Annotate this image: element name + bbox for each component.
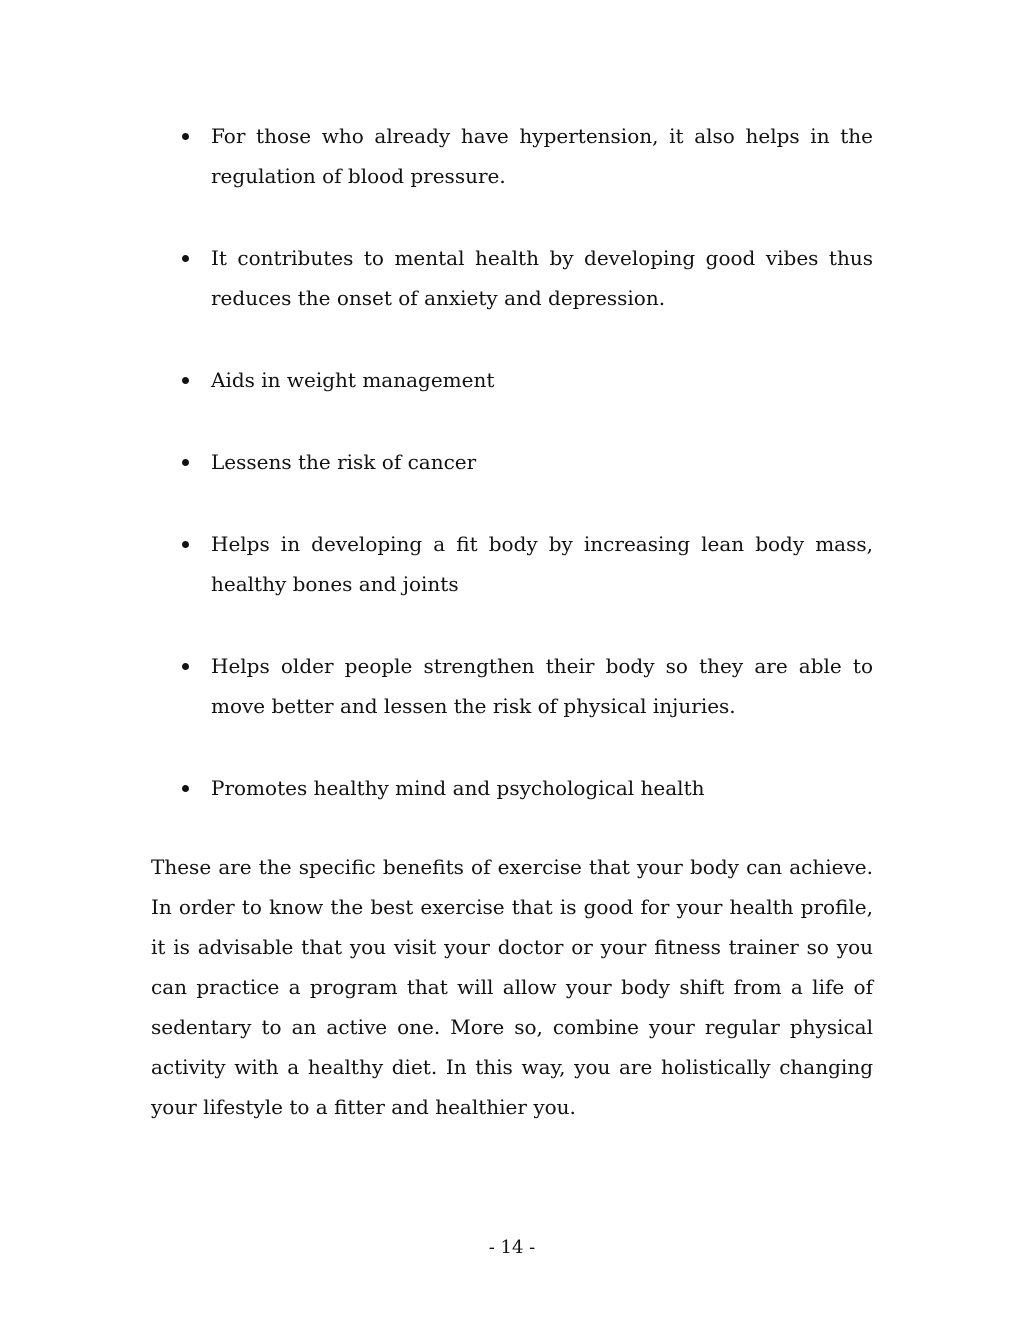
list-item bbox=[182, 442, 873, 482]
bullet-icon bbox=[182, 133, 189, 140]
benefits-list bbox=[182, 116, 873, 808]
bullet-icon bbox=[182, 255, 189, 262]
summary-paragraph: These are the specific benefits of exercise that your body can achieve. In order to know the best exercise that is good for your health profile, it is advisable that you visit your doctor or your fitness trainer so you can practice a program that will allow your body shift from a life of sedentary to an active one. More so, combine your regular physical activity with a healthy diet. In this way, you are holistically changing your lifestyle to a fitter and healthier you. bbox=[151, 855, 873, 1119]
list-item-text: Helps older people strengthen their body so they are able to move better and lessen the risk of physical injuries. bbox=[211, 654, 873, 718]
bullet-icon bbox=[182, 785, 189, 792]
list-item-text: Helps in developing a fit body by increasing lean body mass, healthy bones and joints bbox=[211, 532, 873, 596]
bullet-icon bbox=[182, 459, 189, 466]
list-item-text: Lessens the risk of cancer bbox=[211, 450, 477, 474]
list-item-text: It contributes to mental health by developing good vibes thus reduces the onset of anxiety and depression. bbox=[211, 246, 873, 310]
bullet-icon bbox=[182, 541, 189, 548]
list-item bbox=[182, 238, 873, 318]
list-item-text: For those who already have hypertension, it also helps in the regulation of blood pressure. bbox=[211, 124, 873, 188]
list-item bbox=[182, 768, 873, 808]
list-item-text: Promotes healthy mind and psychological health bbox=[211, 776, 705, 800]
page-number: - 14 - bbox=[488, 1237, 536, 1258]
list-item bbox=[182, 116, 873, 196]
list-item bbox=[182, 360, 873, 400]
list-item bbox=[182, 524, 873, 604]
bullet-icon bbox=[182, 377, 189, 384]
list-item bbox=[182, 646, 873, 726]
bullet-icon bbox=[182, 663, 189, 670]
list-item-text: Aids in weight management bbox=[211, 368, 495, 392]
